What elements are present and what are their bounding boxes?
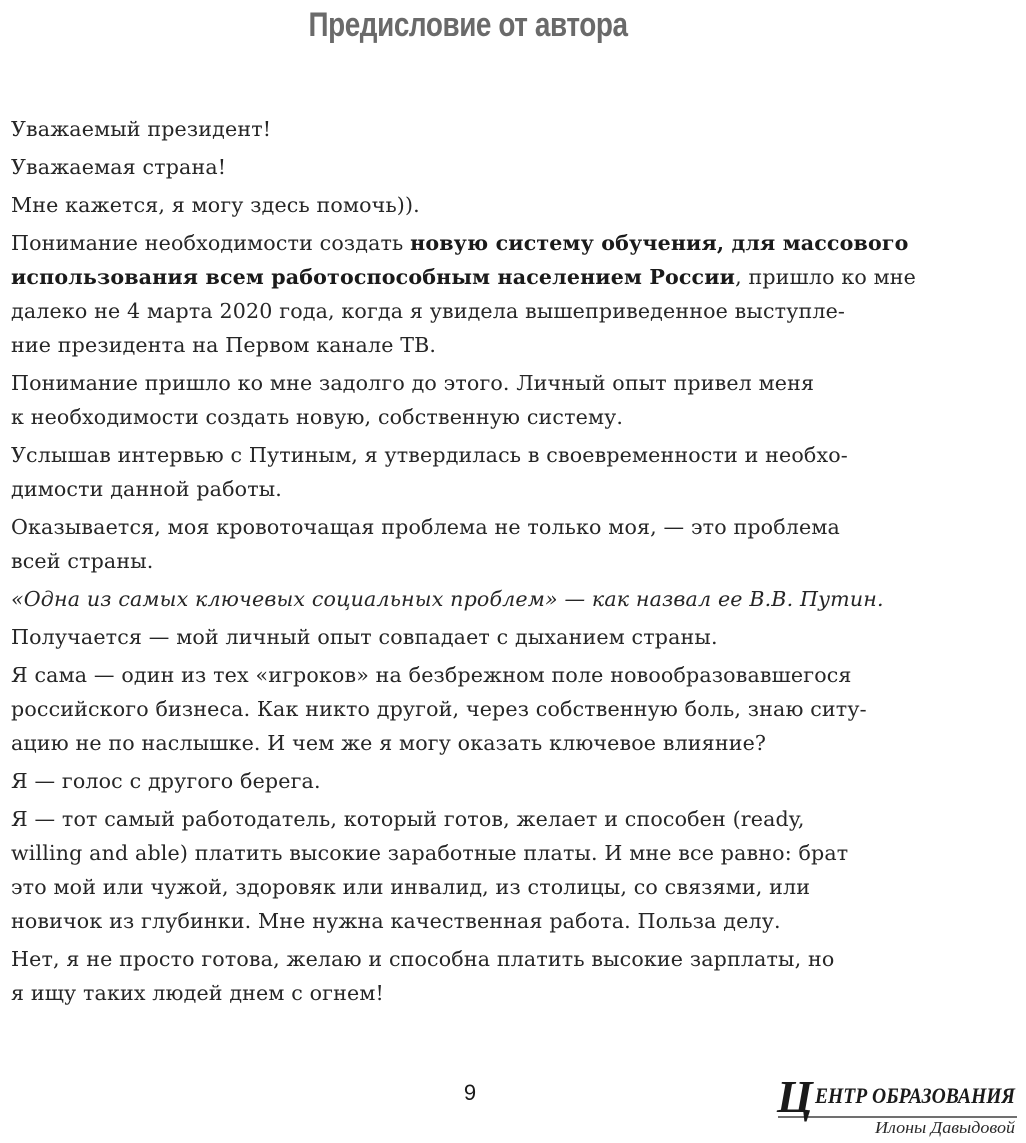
paragraph-quote (11, 582, 1006, 616)
logo-title: ЕНТР ОБРАЗОВАНИЯ (814, 1083, 1016, 1108)
paragraph (11, 226, 1006, 362)
text-line: димости данной работы. (11, 477, 282, 501)
text-line: далеко не 4 марта 2020 года, когда я увидела вышеприведенное выступле- (11, 299, 846, 323)
page-header-title: Предисловие от автора (308, 6, 628, 44)
paragraph (11, 764, 1006, 798)
text-run: , пришло ко мне (735, 265, 916, 289)
paragraph (11, 942, 1006, 1010)
text-line: Уважаемый президент! (11, 117, 272, 141)
publisher-logo (775, 1068, 1020, 1138)
paragraph (11, 438, 1006, 506)
text-line: Мне кажется, я могу здесь помочь)). (11, 193, 420, 217)
text-line: я ищу таких людей днем с огнем! (11, 981, 384, 1005)
text-line: к необходимости создать новую, собственную систему. (11, 405, 624, 429)
logo-subtitle: Илоны Давыдовой (873, 1118, 1016, 1137)
paragraph (11, 150, 1006, 184)
text-run: Понимание необходимости создать (11, 231, 411, 255)
paragraph (11, 658, 1006, 760)
bold-text-run: новую систему обучения, для массового (410, 231, 909, 255)
text-line: Получается — мой личный опыт совпадает с дыханием страны. (11, 625, 718, 649)
paragraph (11, 112, 1006, 146)
text-line: Понимание пришло ко мне задолго до этого. Личный опыт привел меня (11, 371, 815, 395)
text-line: российского бизнеса. Как никто другой, через собственную боль, знаю ситу- (11, 697, 867, 721)
text-line: Уважаемая страна! (11, 155, 227, 179)
text-line: это мой или чужой, здоровяк или инвалид, из столицы, со связями, или (11, 875, 811, 899)
paragraph (11, 802, 1006, 938)
text-line: ацию не по наслышке. И чем же я могу оказать ключевое влияние? (11, 731, 767, 755)
text-line: willing and able) платить высокие заработные платы. И мне все равно: брат (11, 841, 849, 865)
bold-text-run: использования всем работоспособным населением России (11, 265, 736, 289)
text-line: новичок из глубинки. Мне нужна качественная работа. Польза делу. (11, 909, 781, 933)
body-text (11, 112, 1006, 1014)
text-line: Я сама — один из тех «игроков» на безбрежном поле новообразовавшегося (11, 663, 852, 687)
text-line: Я — тот самый работодатель, который готов, желает и способен (ready, (11, 807, 805, 831)
paragraph (11, 620, 1006, 654)
italic-text-line: «Одна из самых ключевых социальных проблем» — как назвал ее В.В. Путин. (11, 587, 884, 611)
paragraph (11, 188, 1006, 222)
text-line: Услышав интервью с Путиным, я утвердилась в своевременности и необхо- (11, 443, 848, 467)
text-line: Нет, я не просто готова, желаю и способна платить высокие зарплаты, но (11, 947, 835, 971)
text-line (11, 260, 1006, 294)
paragraph (11, 510, 1006, 578)
text-line: всей страны. (11, 549, 154, 573)
logo-initial: Ц (777, 1071, 813, 1122)
page-number: 9 (463, 1080, 477, 1105)
paragraph (11, 366, 1006, 434)
text-line (11, 226, 1006, 260)
text-line: Оказывается, моя кровоточащая проблема не только моя, — это проблема (11, 515, 840, 539)
text-line: Я — голос с другого берега. (11, 769, 321, 793)
text-line: ние президента на Первом канале ТВ. (11, 333, 437, 357)
